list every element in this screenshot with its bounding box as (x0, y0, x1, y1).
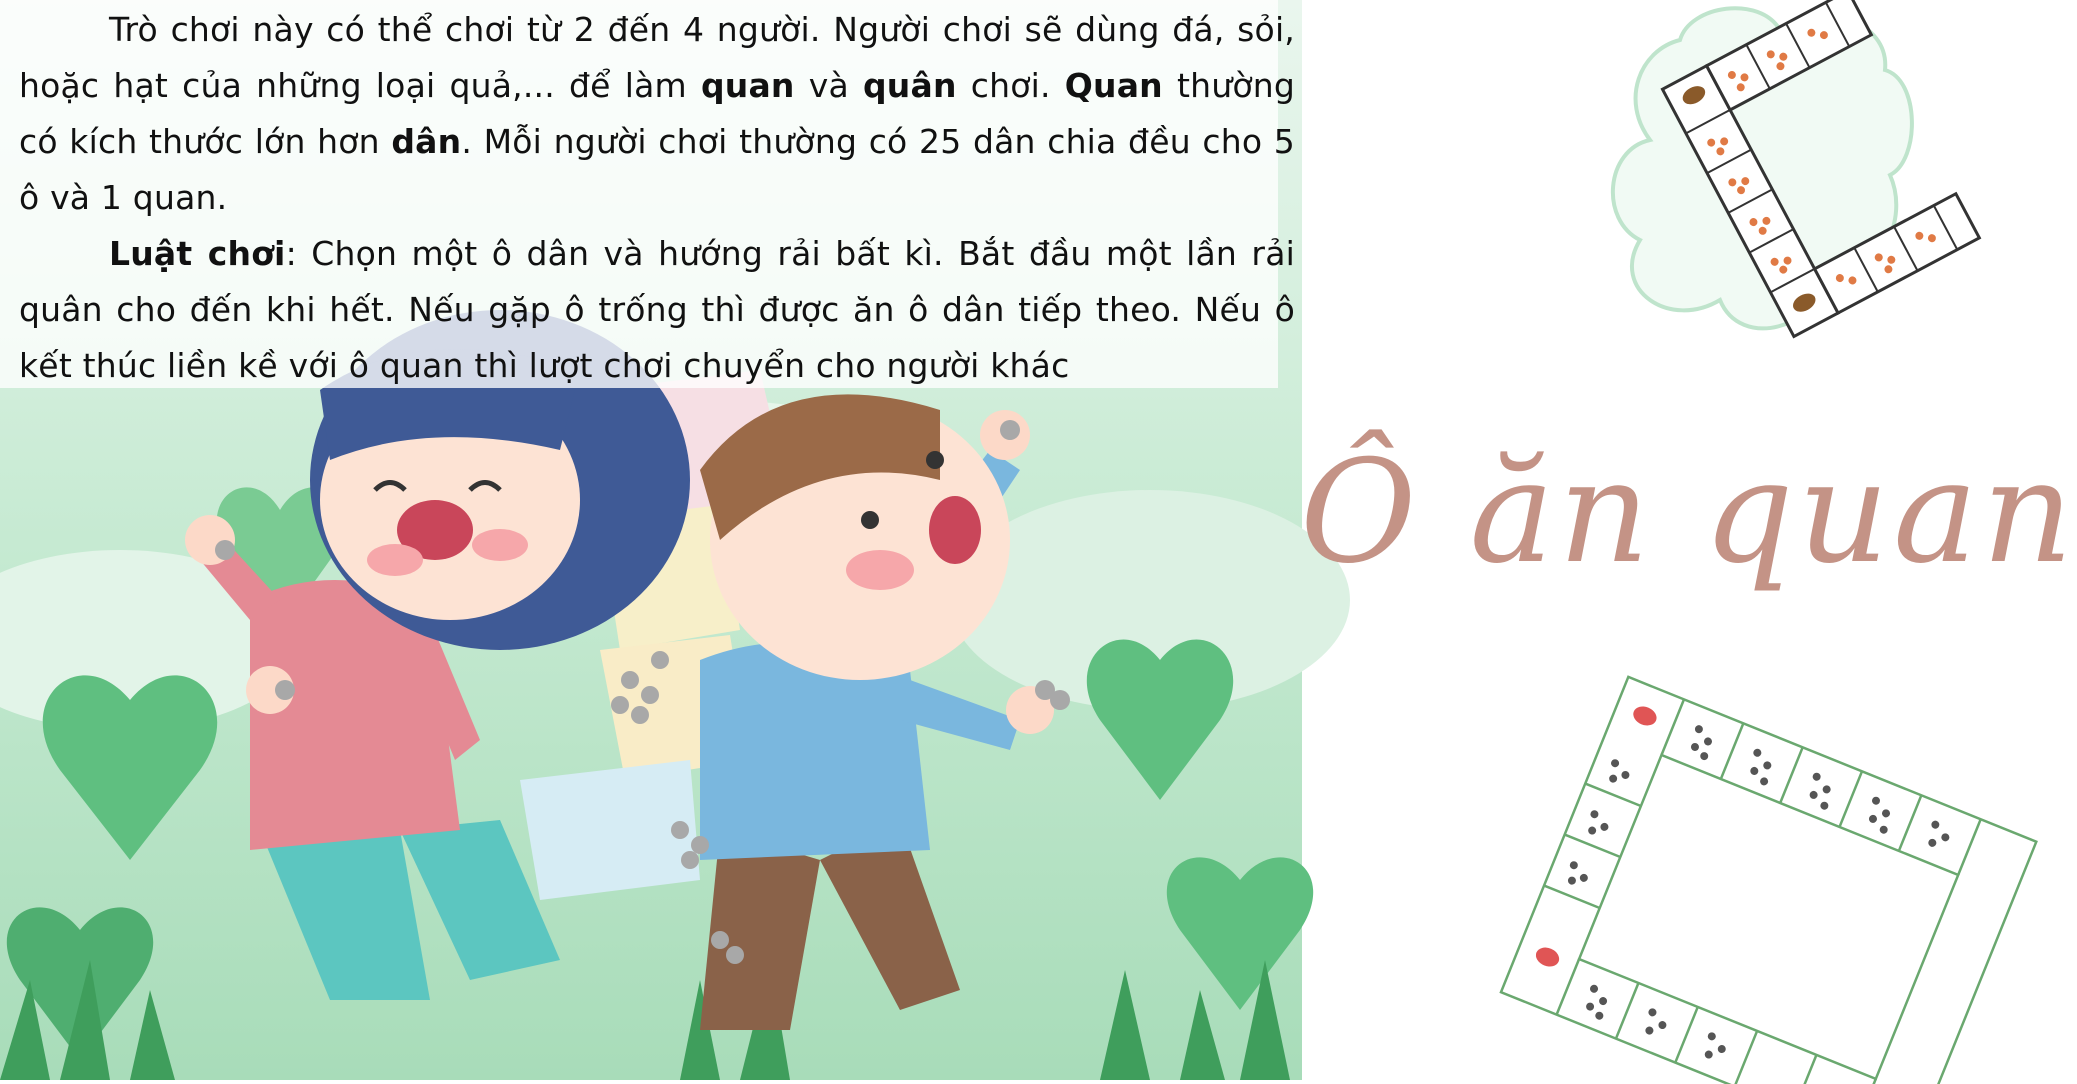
rules-text: : Chọn một ô dân và hướng rải bất kì. Bắt đầu một lần rải quân cho đến khi hết. Nếu gặp ô trống thì được ăn ô dân tiếp theo. Nếu ô kết thúc liền kề với ô quan thì lượt chơi chuyển cho người khác (19, 234, 1295, 385)
intro-paragraph: Trò chơi này có thể chơi từ 2 đến 4 người. Người chơi sẽ dùng đá, sỏi, hoặc hạt của những loại quả,... để làm quan và quân chơi. Quan thường có kích thước lớn hơn dân. Mỗi người chơi thường có 25 dân chia đều cho 5 ô và 1 quan. (19, 10, 1295, 217)
board-top-illustration (1610, 0, 1920, 370)
board-bottom-illustration (1450, 680, 1920, 1080)
rules-paragraph (19, 226, 1295, 394)
rules-label: Luật chơi (109, 234, 286, 273)
page-title: Ô ăn quan (1300, 430, 2077, 595)
description-text (19, 2, 1295, 394)
